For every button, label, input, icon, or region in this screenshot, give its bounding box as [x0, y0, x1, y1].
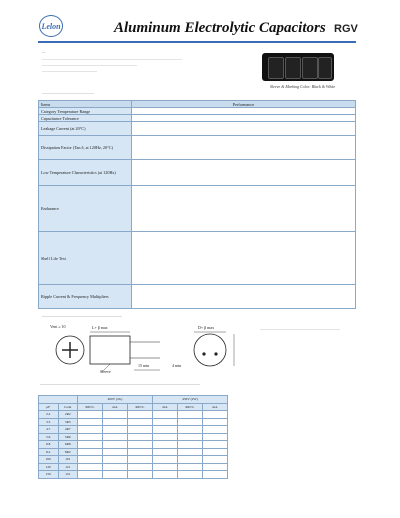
table-row: 6.8 6R8 — [39, 441, 228, 449]
col-header: mA — [203, 403, 228, 411]
col-header: ΦD×L — [78, 403, 103, 411]
col-header: mA — [153, 403, 178, 411]
min15-label: 15 min — [138, 363, 150, 368]
capacitor-photo — [262, 53, 334, 81]
spec-row-label: Endurance — [39, 186, 132, 232]
table-row: 8.2 8R2 — [39, 448, 228, 456]
photo-caption: Sleeve & Marking Color: Black & White — [270, 84, 336, 89]
spec-row-label: Category Temperature Range — [39, 108, 132, 115]
spec-row-label: Low Temperature Characteristics (at 120Hz) — [39, 160, 132, 186]
table-row: 2.2 2R2 — [39, 411, 228, 419]
table-row: 150 151 — [39, 471, 228, 479]
table-row: 3.3 3R3 — [39, 418, 228, 426]
col-header: ΦD×L — [128, 403, 153, 411]
spec-table — [38, 100, 356, 309]
dimension-note — [260, 329, 340, 330]
length-label: L+ β max — [92, 325, 108, 330]
header-divider — [38, 41, 356, 43]
dimension-drawing — [50, 320, 250, 376]
col-header: μF — [39, 403, 59, 411]
sleeve-label: Sleeve — [100, 369, 111, 374]
spec-row-label: Shelf Life Test — [39, 232, 132, 285]
table-row: 5.6 5R6 — [39, 433, 228, 441]
table-row: 4.7 4R7 — [39, 426, 228, 434]
spec-heading — [42, 93, 94, 94]
col-header: mA — [103, 403, 128, 411]
series-code: RGV — [334, 23, 358, 35]
dimension-heading — [42, 316, 122, 317]
bottom-table-heading — [40, 384, 200, 385]
spec-row-label: Capacitance Tolerance — [39, 115, 132, 122]
lelon-logo: Lelon — [39, 15, 63, 37]
table-row: 100 101 — [39, 456, 228, 464]
ratings-table — [38, 395, 228, 479]
spec-header-performance: Performance — [132, 101, 356, 108]
page-title: Aluminum Electrolytic Capacitors — [114, 20, 326, 36]
spec-header-items: Items — [39, 101, 132, 108]
spec-row-label: Leakage Current (at 20°C) — [39, 122, 132, 136]
table-row: 120 121 — [39, 463, 228, 471]
voltage-header: 450V (2W) — [153, 396, 228, 404]
voltage-header: 400V (2G) — [78, 396, 153, 404]
min4-label: 4 min — [172, 363, 182, 368]
col-header: ΦD×L — [178, 403, 203, 411]
spec-row-label: Ripple Current & Frequency Multipliers — [39, 285, 132, 309]
diameter-label: D+ β max — [198, 325, 215, 330]
spec-row-label: Dissipation Factor (Tan δ, at 120Hz, 20°C) — [39, 136, 132, 160]
vent-label: Vent ≥ 10 — [50, 324, 66, 329]
col-header: Code — [58, 403, 78, 411]
features-block — [42, 52, 192, 72]
